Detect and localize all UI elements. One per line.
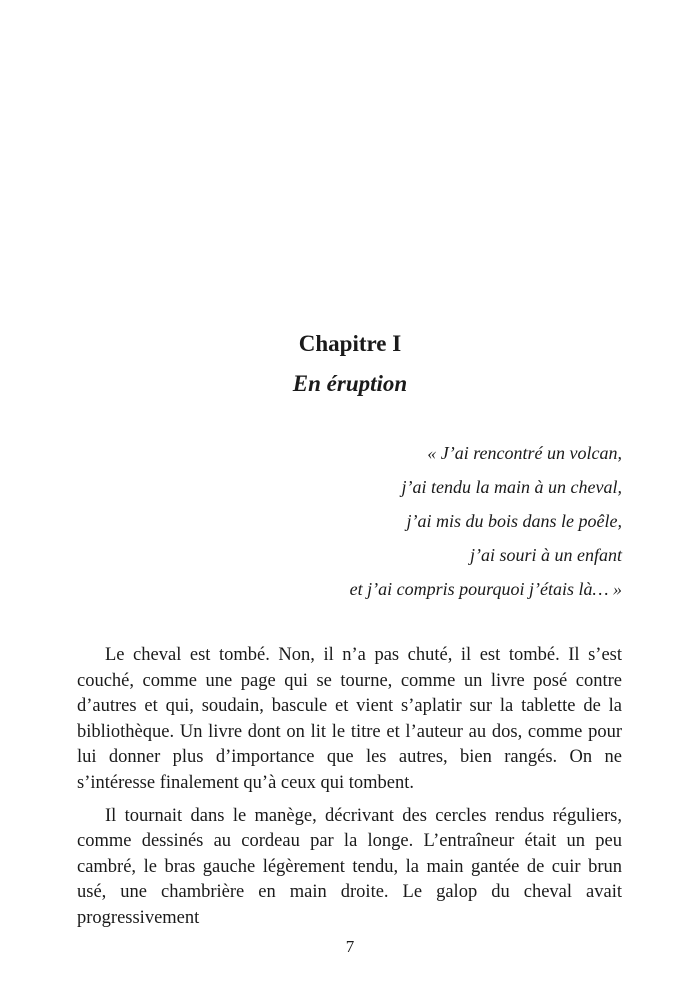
page-number: 7 xyxy=(345,937,355,956)
epigraph-line: j’ai souri à un enfant xyxy=(470,545,622,565)
paragraph-1: Le cheval est tombé. Non, il n’a pas chuté, il est tombé. Il s’est couché, comme une page qui se tourne, comme un livre posé contre d’autres et qui, soudain, bascule et vient s’aplatir sur la tablette de la bibliothèque. Un livre dont on lit le titre et l’auteur au dos, comme pour lui donner plus d’importance que les autres, bien rangés. On ne s’intéresse finalement qu’à ceux qui tombent. xyxy=(77,645,622,793)
epigraph-line: et j’ai compris pourquoi j’étais là… » xyxy=(349,579,622,599)
epigraph-line: j’ai tendu la main à un cheval, xyxy=(401,477,622,497)
chapter-title: Chapitre I xyxy=(298,331,402,356)
chapter-subtitle: En éruption xyxy=(292,371,408,396)
epigraph-line: « J’ai rencontré un volcan, xyxy=(427,443,622,463)
epigraph xyxy=(202,440,622,610)
epigraph-line: j’ai mis du bois dans le poêle, xyxy=(406,511,622,531)
paragraph-2: Il tournait dans le manège, décrivant des cercles rendus réguliers, comme dessinés au cordeau par la longe. L’entraîneur était un peu cambré, le bras gauche légèrement tendu, la main gantée de cuir brun usé, une chambrière en main droite. Le galop du cheval avait progressivement xyxy=(77,805,622,928)
body-text xyxy=(77,643,622,939)
